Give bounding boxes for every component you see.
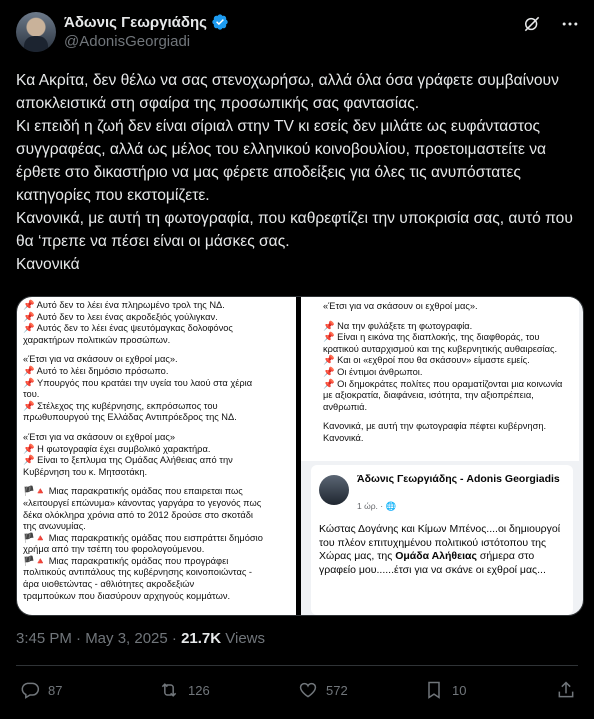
author-handle[interactable]: @AdonisGeorgiadi <box>64 33 191 50</box>
image-text-line: 📌 Αυτό το λέει δημόσιο πρόσωπο. <box>23 365 169 376</box>
image-text-line: 📌 Υπουργός που κρατάει την υγεία του λαού στα χέρια <box>23 377 253 388</box>
author-name-row[interactable] <box>64 13 229 31</box>
image-text-line: 🏴🔺 Μιας παρακρατικής ομάδας που επαιρεται πως <box>23 486 243 497</box>
image-text-line: 🏴🔺 Μιας παρακρατικής ομάδας που προγράφει <box>23 555 229 566</box>
image-text-line: Κυβέρνηση του κ. Μητσοτάκη. <box>23 466 148 477</box>
like-count: 572 <box>326 682 348 698</box>
image-text-line: ανθρωπιά. <box>323 401 368 412</box>
image-text-line: χρήμα από την τσέπη του φορολογούμενου. <box>23 544 205 555</box>
views-count: 21.7K <box>181 630 222 647</box>
action-bar <box>16 680 578 706</box>
image-text-line: τραμπούκων που διασύρουν αρχηγούς κομμάτων. <box>23 590 231 601</box>
grok-icon[interactable] <box>522 14 542 34</box>
image-text-line: 📌 Και οι «εχθροί που θα σκάσουν» είμαστε εμείς. <box>323 355 530 366</box>
image-text-line <box>323 313 579 321</box>
image-text-line: «Έτσι για να σκάσουν οι εχθροί μας» <box>23 431 176 442</box>
tweet-paragraph: Κανονικά <box>16 256 80 273</box>
image-text-line <box>23 346 290 354</box>
fb-text-before: Κώστας Δογάνης και Κίμων Μπένος....οι δημιουργοί του πλέον επιτυχημένου πολιτικού ιστότοπου της Χώρας μας, της <box>319 523 561 562</box>
tweet-text <box>16 69 582 276</box>
repost-icon <box>158 680 180 700</box>
image1-text <box>17 297 296 605</box>
repost-count: 126 <box>188 682 210 698</box>
fb-author-name: Άδωνις Γεωργιάδης - Adonis Georgiadis <box>357 473 560 485</box>
views-label: Views <box>221 630 266 647</box>
image-text-line: 📌 Αυτός δεν το λέει ένας ψευτόμαγκας δολοφόνος <box>23 323 233 334</box>
reply-button[interactable] <box>20 680 62 700</box>
image-text-line: «Έτσι για να σκάσουν οι εχθροί μας». <box>23 354 178 365</box>
fb-text-bold: Ομάδα Αλήθειας <box>395 550 477 562</box>
image-text-line: 🏴🔺 Μιας παρακρατικής ομάδας που εισπράττει δημόσιο <box>23 532 263 543</box>
image-text-line: «λειτουργεί επώνυμα» κάνοντας γαργάρα το γεγονός πως <box>23 497 262 508</box>
heart-icon <box>298 680 318 700</box>
image-text-line: Κανονικά, με αυτή την φωτογραφία πέφτει κυβέρνηση. <box>323 421 547 432</box>
attached-image-2[interactable] <box>301 297 583 615</box>
embedded-facebook-post <box>311 465 573 615</box>
attached-image-1[interactable] <box>17 297 296 615</box>
image-text-line: δέκα ολόκληρα χρόνια από το 2012 δρούσε στο σκοτάδι <box>23 509 253 520</box>
image-text-line: χαρακτήρων πολιτικών προσώπων. <box>23 334 171 345</box>
share-icon <box>556 680 576 700</box>
repost-button[interactable] <box>158 680 210 700</box>
image-text-line <box>23 424 290 432</box>
image-text-line <box>323 413 579 421</box>
image-text-line: 📌 Αυτό δεν το λεει ένας ακροδεξιός γούλιγκαν. <box>23 311 218 322</box>
image-text-line: 📌 Να την φυλάξετε τη φωτογραφία. <box>323 320 473 331</box>
image-text-line: με αξιοκρατία, διαφάνεια, ισότητα, την αξιοπρέπεια, <box>323 390 534 401</box>
image-text-line: της ανωνυμίας. <box>23 521 86 532</box>
top-actions <box>522 14 580 34</box>
image-text-line: 📌 Είναι το ξεπλυμα της Ομάδας Αλήθειας από την <box>23 455 233 466</box>
tweet-paragraph: Κανονικά, με αυτή τη φωτογραφία, που καθρεφτίζει την υποκρισία σας, αυτό που θα ‘πρεπε να πέσει είναι οι μάσκες σας. <box>16 210 573 250</box>
fb-post-time: 1 ώρ. · 🌐 <box>357 501 397 511</box>
fb-text-after: σήμερα στο γραφείο μου......έτσι για να σκάνε οι εχθροί μας... <box>319 550 546 576</box>
image-text-line: του. <box>23 389 40 400</box>
tweet-paragraph: Κα Ακρίτα, δεν θέλω να σας στενοχωρήσω, αλλά όλα όσα γράφετε συμβαίνουν αποκλειστικά στη σφαίρα της προσωπικής σας φαντασίας. <box>16 72 559 112</box>
more-options-icon[interactable] <box>560 14 580 34</box>
fb-post-text <box>319 523 569 577</box>
image-text-line: 📌 Οι έντιμοι άνθρωποι. <box>323 366 423 377</box>
media-grid <box>16 296 584 616</box>
share-button[interactable] <box>556 680 576 700</box>
image2-text <box>301 297 579 461</box>
reply-count: 87 <box>48 682 63 698</box>
bookmark-button[interactable] <box>424 680 466 700</box>
avatar[interactable] <box>16 12 56 52</box>
tweet-meta <box>16 630 265 647</box>
author-display-name[interactable]: Άδωνις Γεωργιάδης <box>64 13 207 31</box>
image-text-line: άρα υιοθετώντας - αθλιότητες ακροδεξιών <box>23 579 195 590</box>
image-text-line: 📌 Είναι η εικόνα της διαπλοκής, της διαφθοράς, του <box>323 332 540 343</box>
tweet-paragraph: Κι επειδή η ζωή δεν είναι σίριαλ στην TV κι εσείς δεν μιλάτε ως ευφάνταστος συγγραφέας, αλλά ως μέλος του ελληνικού κοινοβουλίου, προετοιμαστείτε να έρθετε στο δικαστήριο να μας φέρετε αποδείξεις για όλες τις ανυπόστατες κατηγορίες που εκστομίζετε. <box>16 118 547 204</box>
image-text-line: «Έτσι για να σκάσουν οι εχθροί μας». <box>323 301 478 311</box>
bookmark-count: 10 <box>452 682 467 698</box>
image-text-line: 📌 Αυτό δεν το λέει ένα πληρωμένο τρολ της ΝΔ. <box>23 300 225 310</box>
reply-icon <box>20 680 40 700</box>
image-text-line: Κανονικά. <box>323 432 364 443</box>
image-text-line: κρατικού αυταρχισμού και της κυβερνητικής αυθαιρεσίας. <box>323 343 558 354</box>
fb-avatar <box>319 475 349 505</box>
image-text-line: πολιτικούς αντιπάλους της κυβέρνησης κοινοποιώντας - <box>23 567 252 578</box>
bookmark-icon <box>424 680 444 700</box>
image-text-line: 📌 Στέλεχος της κυβέρνησης, εκπρόσωπος του <box>23 400 218 411</box>
divider <box>16 665 578 666</box>
like-button[interactable] <box>298 680 348 700</box>
tweet-timestamp[interactable]: 3:45 PM · May 3, 2025 · <box>16 630 182 647</box>
verified-badge-icon <box>211 13 229 31</box>
image-text-line: 📌 Οι δημοκράτες πολίτες που οραματίζονται μια κοινωνία <box>323 378 563 389</box>
image-text-line: πρωθυπουργού της Ελλάδας Αντιπρόεδρος της ΝΔ. <box>23 412 237 423</box>
image-text-line: 📌 Η φωτογραφία έχει συμβολικό χαρακτήρα. <box>23 443 211 454</box>
